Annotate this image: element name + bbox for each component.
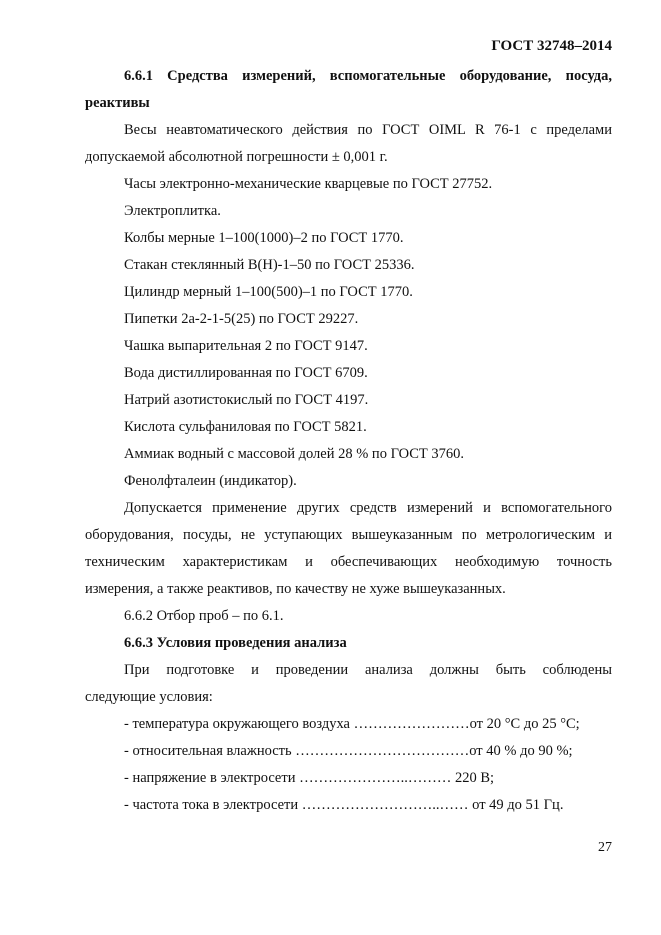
paragraph-allowed-line-2: оборудования, посуды, не уступающих вышеуказанным по метрологическим и [85, 527, 612, 543]
item-acid: Кислота сульфаниловая по ГОСТ 5821. [124, 419, 367, 435]
item-flasks: Колбы мерные 1–100(1000)–2 по ГОСТ 1770. [124, 230, 404, 246]
conditions-intro-line-1: При подготовке и проведении анализа должны быть соблюдены [124, 662, 612, 678]
item-phenolphthalein: Фенолфталеин (индикатор). [124, 473, 297, 489]
paragraph-allowed-line-4: измерения, а также реактивов, по качеству не хуже вышеуказанных. [85, 581, 506, 597]
paragraph-allowed-line-1: Допускается применение других средств измерений и вспомогательного [124, 500, 612, 516]
item-ammonia: Аммиак водный с массовой долей 28 % по ГОСТ 3760. [124, 446, 465, 462]
paragraph-allowed-line-3: техническим характеристикам и обеспечивающих необходимую точность [85, 554, 612, 570]
item-stove: Электроплитка. [124, 203, 221, 219]
item-cylinder: Цилиндр мерный 1–100(500)–1 по ГОСТ 1770. [124, 284, 413, 300]
paragraph-scales-line-1: Весы неавтоматического действия по ГОСТ OIML R 76-1 с пределами [124, 122, 612, 138]
section-title-line-2: реактивы [85, 95, 150, 111]
condition-temperature: - температура окружающего воздуха ……………………от 20 °C до 25 °C; [124, 716, 580, 732]
item-dish: Чашка выпарительная 2 по ГОСТ 9147. [124, 338, 368, 354]
item-beaker: Стакан стеклянный В(Н)-1–50 по ГОСТ 25336. [124, 257, 415, 273]
section-title-line-1: 6.6.1 Средства измерений, вспомогательные оборудование, посуда, [124, 68, 612, 84]
page-header: ГОСТ 32748–2014 [491, 38, 612, 54]
item-water: Вода дистиллированная по ГОСТ 6709. [124, 365, 368, 381]
item-pipettes: Пипетки 2а-2-1-5(25) по ГОСТ 29227. [124, 311, 359, 327]
item-clock: Часы электронно-механические кварцевые по ГОСТ 27752. [124, 176, 493, 192]
conditions-title: 6.6.3 Условия проведения анализа [124, 635, 347, 651]
condition-voltage: - напряжение в электросети …………………..……… 220 В; [124, 770, 495, 786]
condition-frequency: - частота тока в электросети ………………………..…… от 49 до 51 Гц. [124, 797, 564, 813]
item-nitrite: Натрий азотистокислый по ГОСТ 4197. [124, 392, 369, 408]
paragraph-scales-line-2: допускаемой абсолютной погрешности ± 0,001 г. [85, 149, 388, 165]
condition-humidity: - относительная влажность ………………………………от 40 % до 90 %; [124, 743, 573, 759]
page-number: 27 [598, 840, 612, 855]
paragraph-sampling: 6.6.2 Отбор проб – по 6.1. [124, 608, 284, 624]
conditions-intro-line-2: следующие условия: [85, 689, 213, 705]
